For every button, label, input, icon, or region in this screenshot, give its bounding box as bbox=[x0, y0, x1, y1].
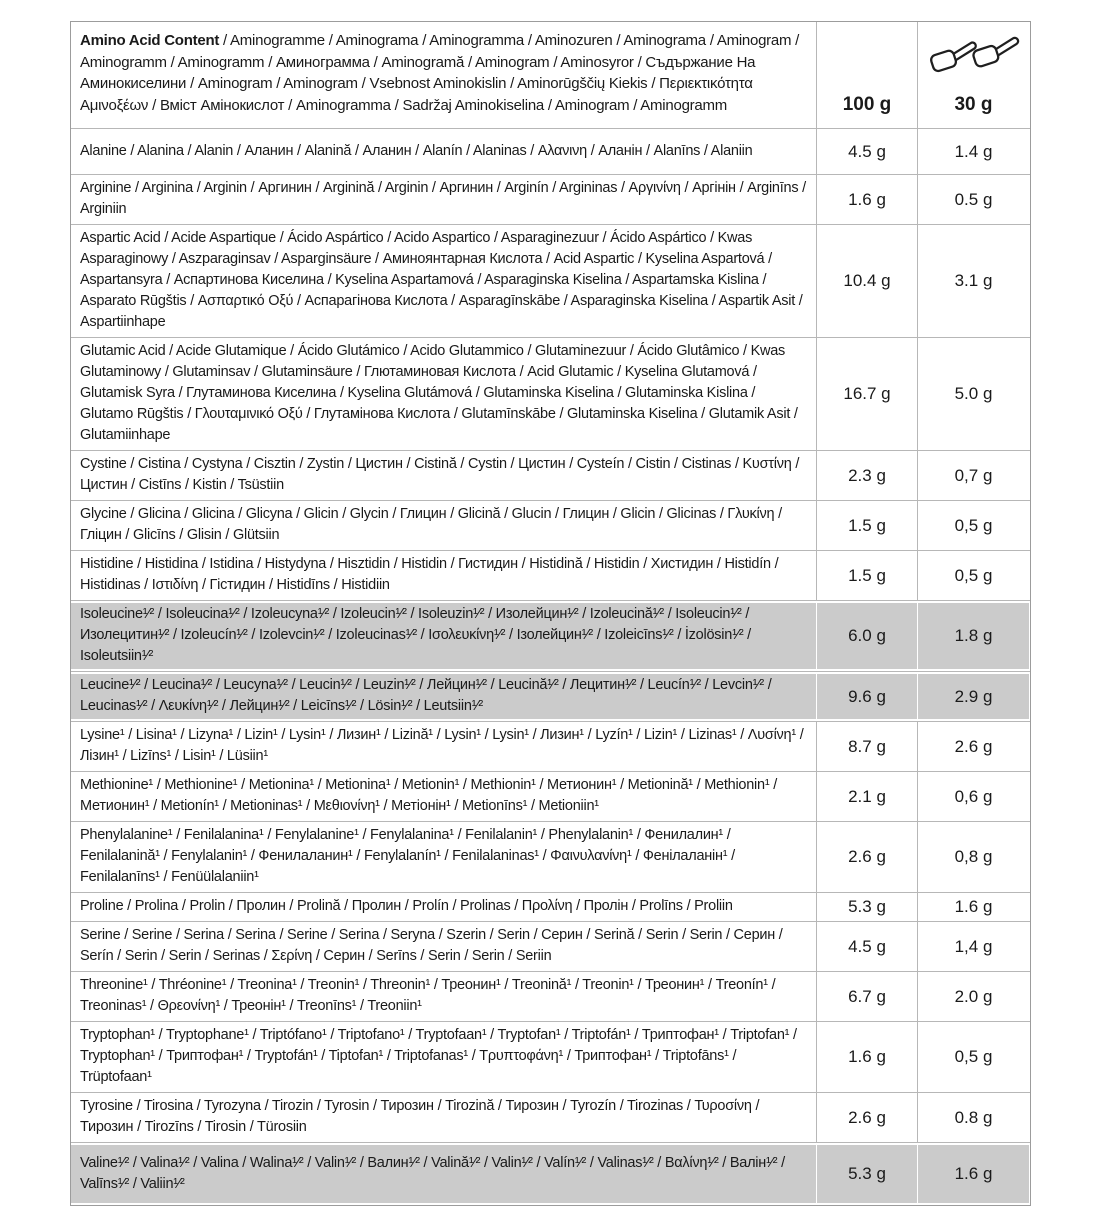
per-100g-value: 2.6 g bbox=[817, 822, 918, 892]
table-row-cystine bbox=[71, 450, 1030, 500]
table-row-valine bbox=[71, 1142, 1030, 1205]
amino-names: Lysine¹ / Lisina¹ / Lizyna¹ / Lizin¹ / Lysin¹ / Лизин¹ / Lizină¹ / Lysin¹ / Lysin¹ / Лизин¹ / Lyzín¹ / Lizin¹ / Lizinas¹ / Λυσίνη¹ / Лізин¹ / Lizīns¹ / Lisin¹ / Lüsiin¹ bbox=[71, 722, 817, 771]
amino-names: Threonine¹ / Thréonine¹ / Treonina¹ / Treonin¹ / Threonin¹ / Треонин¹ / Treonină¹ / Treonin¹ / Треонин¹ / Treonín¹ / Treoninas¹ / Θρεονίνη¹ / Треонін¹ / Treonīns¹ / Treoniin¹ bbox=[71, 972, 817, 1021]
amino-names: Tyrosine / Tirosina / Tyrozyna / Tirozin / Tyrosin / Тирозин / Tirozină / Тирозин / Tyrozín / Tirozinas / Τυροσίνη / Тирозин / Tirozīns / Tirosin / Türosiin bbox=[71, 1093, 817, 1142]
per-30g-value: 2.6 g bbox=[954, 736, 993, 756]
per-30g-value: 1.6 g bbox=[954, 897, 993, 916]
per-100g-value: 4.5 g bbox=[817, 129, 918, 174]
per-30g-value: 0.5 g bbox=[954, 189, 993, 209]
per-100g-value: 10.4 g bbox=[817, 225, 918, 337]
amino-names: Methionine¹ / Methionine¹ / Metionina¹ / Metionina¹ / Metionin¹ / Methionin¹ / Метионин¹ / Metionină¹ / Methionin¹ / Метионин¹ / Metionín¹ / Metioninas¹ / Μεθιονίνη¹ / Метіонін¹ / Metionīns¹ / Metioniin¹ bbox=[71, 772, 817, 821]
table-row-histidine bbox=[71, 550, 1030, 600]
per-100g-value: 9.6 g bbox=[817, 672, 918, 721]
table-row-serine bbox=[71, 921, 1030, 971]
amino-acid-table bbox=[70, 21, 1031, 1206]
amino-names: Phenylalanine¹ / Fenilalanina¹ / Fenylalanine¹ / Fenylalanina¹ / Fenilalanin¹ / Phenylalanin¹ / Фенилалин¹ / Fenilalanină¹ / Fenylalanin¹ / Фенилаланин¹ / Fenylalanín¹ / Fenilalaninas¹ / Φαινυλανίνη¹ / Фенілаланін¹ / Fenilalanīns¹ / Fenüülalaniin¹ bbox=[71, 822, 817, 892]
amino-names: Isoleucine¹⁄² / Isoleucina¹⁄² / Izoleucyna¹⁄² / Izoleucin¹⁄² / Isoleuzin¹⁄² / Изолейцин¹⁄² / Izoleucină¹⁄² / Isoleucin¹⁄² / Изолецитин¹⁄² / Izoleucín¹⁄² / Izolevcin¹⁄² / Izoleucinas¹⁄² / Ισολευκίνη¹⁄² / Ізолейцин¹⁄² / Izoleicīns¹⁄² / İzolösin¹⁄² / Isoleutsiin¹⁄² bbox=[71, 601, 817, 671]
per-30g-header-label: 30 g bbox=[954, 94, 993, 115]
table-row-proline bbox=[71, 892, 1030, 921]
table-header-row bbox=[71, 22, 1030, 128]
amino-names: Cystine / Cistina / Cystyna / Cisztin / Zystin / Цистин / Cistină / Cystin / Цистин / Cysteín / Cistin / Cistinas / Κυστίνη / Цистин / Cistīns / Kistin / Tsüstiin bbox=[71, 451, 817, 500]
table-row-lysine bbox=[71, 721, 1030, 771]
table-row-glutamic-acid bbox=[71, 337, 1030, 450]
measuring-scoop-icon bbox=[927, 35, 1021, 84]
amino-names: Valine¹⁄² / Valina¹⁄² / Valina / Walina¹⁄² / Valin¹⁄² / Валин¹⁄² / Valină¹⁄² / Valin¹⁄² / Valín¹⁄² / Valinas¹⁄² / Βαλίνη¹⁄² / Валін¹⁄² / Valīns¹⁄² / Valiin¹⁄² bbox=[71, 1143, 817, 1205]
per-30g-value: 5.0 g bbox=[954, 384, 993, 403]
per-100g-value: 1.6 g bbox=[817, 175, 918, 224]
amino-names: Tryptophan¹ / Tryptophane¹ / Triptófano¹ / Triptofano¹ / Tryptofaan¹ / Tryptofan¹ / Triptofán¹ / Триптофан¹ / Triptofan¹ / Tryptophan¹ / Триптофан¹ / Tryptofán¹ / Tiptofan¹ / Triptofanas¹ / Τρυπτοφάνη¹ / Триптофан¹ / Triptofāns¹ / Trüptofaan¹ bbox=[71, 1022, 817, 1092]
table-title-bold: Amino Acid Content bbox=[80, 32, 220, 49]
table-title-translations: / Aminogramme / Aminograma / Aminogramma / Aminozuren / Aminograma / Aminogram / Aminogramm / Aminogramm / Аминограмма / Aminogramă / Aminogram / Aminosyror / Съдържание На Аминокиселини / Aminogram / Aminogram / Vsebnost Aminokislin / Aminorūgščių Kiekis / Περιεκτικότητα Αμινοξέων / Вміст Амінокислот / Aminogramma / Sadržaj Aminokiselina / Aminogram / Aminogramm bbox=[80, 32, 800, 114]
table-row-leucine bbox=[71, 671, 1030, 721]
table-row-arginine bbox=[71, 174, 1030, 224]
per-30g-value: 2.0 g bbox=[954, 986, 993, 1006]
per-100g-header-cell bbox=[817, 22, 918, 128]
table-row-glycine bbox=[71, 500, 1030, 550]
per-30g-value: 3.1 g bbox=[954, 271, 993, 290]
per-30g-value: 0,7 g bbox=[954, 465, 993, 485]
per-100g-value: 1.6 g bbox=[817, 1022, 918, 1092]
per-30g-value: 1.8 g bbox=[918, 601, 1029, 671]
per-30g-header-cell bbox=[918, 22, 1029, 128]
amino-names: Arginine / Arginina / Arginin / Аргинин / Arginină / Arginin / Аргинин / Arginín / Argininas / Αργινίνη / Аргінін / Arginīns / Arginiin bbox=[71, 175, 817, 224]
per-100g-header-label: 100 g bbox=[842, 94, 892, 115]
table-row-isoleucine bbox=[71, 600, 1030, 671]
table-row-tryptophan bbox=[71, 1021, 1030, 1092]
per-30g-value: 0.8 g bbox=[954, 1107, 993, 1127]
amino-names: Leucine¹⁄² / Leucina¹⁄² / Leucyna¹⁄² / Leucin¹⁄² / Leuzin¹⁄² / Лейцин¹⁄² / Leucină¹⁄² / Лецитин¹⁄² / Leucín¹⁄² / Levcin¹⁄² / Leucinas¹⁄² / Λευκίνη¹⁄² / Лейцин¹⁄² / Leicīns¹⁄² / Lösin¹⁄² / Leutsiin¹⁄² bbox=[71, 672, 817, 721]
amino-names: Proline / Prolina / Prolin / Пролин / Prolină / Пролин / Prolín / Prolinas / Προλίνη / Пролін / Prolīns / Proliin bbox=[71, 893, 817, 921]
per-100g-value: 2.3 g bbox=[817, 451, 918, 500]
amino-names: Glycine / Glicina / Glicina / Glicyna / Glicin / Glycin / Глицин / Glicină / Glucin / Глицин / Glicin / Glicinas / Γλυκίνη / Гліцин / Glicīns / Glisin / Glütsiin bbox=[71, 501, 817, 550]
per-100g-value: 6.0 g bbox=[817, 601, 918, 671]
per-30g-value: 1.6 g bbox=[918, 1143, 1029, 1205]
per-100g-value: 1.5 g bbox=[817, 551, 918, 600]
per-30g-value: 2.9 g bbox=[918, 672, 1029, 721]
amino-names: Glutamic Acid / Acide Glutamique / Ácido Glutámico / Acido Glutammico / Glutaminezuur / Ácido Glutâmico / Kwas Glutaminowy / Glutaminsav / Glutaminsäure / Глютаминовая Кислота / Acid Glutamic / Kyselina Glutamová / Glutamisk Syra / Глутаминова Киселина / Kyselina Glutámová / Glutaminska Kiselina / Glutaminska Kislina / Glutamo Rūgštis / Γλουταμινικό Οξύ / Глутамінова Кислота / Glutamīnskābe / Glutaminska Kiselina / Glutamik Asit / Glutamiinhape bbox=[71, 338, 817, 450]
table-row-aspartic-acid bbox=[71, 224, 1030, 337]
table-title bbox=[80, 30, 807, 116]
per-30g-value: 0,8 g bbox=[954, 847, 993, 866]
amino-names: Alanine / Alanina / Alanin / Аланин / Alanină / Аланин / Alanín / Alaninas / Αλανινη / Аланін / Alanīns / Alaniin bbox=[71, 129, 817, 174]
table-row-threonine bbox=[71, 971, 1030, 1021]
per-30g-value: 0,6 g bbox=[954, 786, 993, 806]
table-row-phenylalanine bbox=[71, 821, 1030, 892]
per-30g-value: 1,4 g bbox=[954, 936, 993, 956]
table-row-methionine bbox=[71, 771, 1030, 821]
per-30g-value: 0,5 g bbox=[954, 565, 993, 585]
per-100g-value: 1.5 g bbox=[817, 501, 918, 550]
per-30g-value: 0,5 g bbox=[954, 1047, 993, 1066]
per-100g-value: 16.7 g bbox=[817, 338, 918, 450]
table-title-cell bbox=[71, 22, 817, 128]
per-100g-value: 6.7 g bbox=[817, 972, 918, 1021]
amino-names: Histidine / Histidina / Istidina / Histydyna / Hisztidin / Histidin / Гистидин / Histidină / Histidin / Хистидин / Histidín / Histidinas / Ιστιδίνη / Гістидин / Histidīns / Histidiin bbox=[71, 551, 817, 600]
per-100g-value: 8.7 g bbox=[817, 722, 918, 771]
per-100g-value: 2.6 g bbox=[817, 1093, 918, 1142]
per-100g-value: 5.3 g bbox=[817, 1143, 918, 1205]
per-30g-value: 0,5 g bbox=[954, 515, 993, 535]
per-100g-value: 2.1 g bbox=[817, 772, 918, 821]
table-row-alanine bbox=[71, 128, 1030, 174]
per-30g-value: 1.4 g bbox=[954, 141, 993, 161]
amino-names: Aspartic Acid / Acide Aspartique / Ácido Aspártico / Acido Aspartico / Asparaginezuur / Ácido Aspártico / Kwas Asparaginowy / Aszparaginsav / Asparginsäure / Аминоянтарная Кислота / Acid Aspartic / Kyselina Aspartová / Aspartansyra / Аспартинова Киселина / Kyselina Aspartamová / Asparaginska Kiselina / Aspartamska Kislina / Asparato Rūgštis / Ασπαρτικό Οξύ / Аспарагінова Кислота / Asparagīnskābe / Asparaginska Kiselina / Aspartik Asit / Aspartiinhape bbox=[71, 225, 817, 337]
per-100g-value: 4.5 g bbox=[817, 922, 918, 971]
amino-names: Serine / Serine / Serina / Serina / Serine / Serina / Seryna / Szerin / Serin / Серин / Serină / Serin / Serin / Серин / Serín / Serin / Serin / Serinas / Σερίνη / Серин / Serīns / Serin / Serin / Seriin bbox=[71, 922, 817, 971]
per-100g-value: 5.3 g bbox=[817, 893, 918, 921]
